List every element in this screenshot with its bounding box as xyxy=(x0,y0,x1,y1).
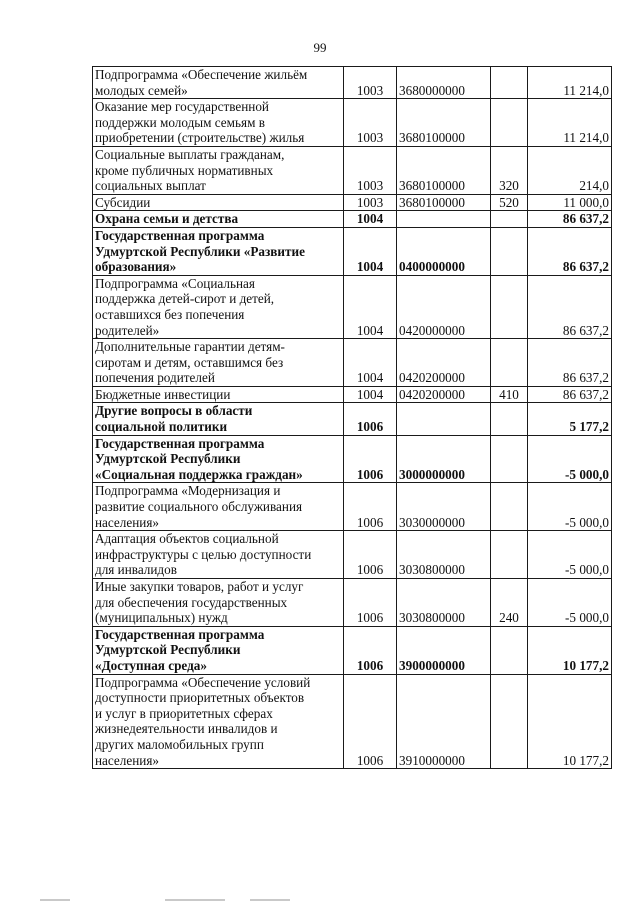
section-code: 1004 xyxy=(344,275,397,338)
amount: 214,0 xyxy=(528,146,612,194)
budget-table-body xyxy=(93,67,612,769)
expense-type-code xyxy=(491,531,528,579)
table-row xyxy=(93,626,612,674)
amount: 86 637,2 xyxy=(528,339,612,387)
table-row xyxy=(93,339,612,387)
section-code: 1004 xyxy=(344,339,397,387)
target-article-code: 3030800000 xyxy=(397,579,491,627)
target-article-code: 3680100000 xyxy=(397,146,491,194)
target-article-code xyxy=(397,403,491,435)
row-name: Дополнительные гарантии детям- сиротам и детям, оставшимся без попечения родителей xyxy=(93,339,344,387)
table-row xyxy=(93,99,612,147)
expense-type-code xyxy=(491,227,528,275)
target-article-code: 3030800000 xyxy=(397,531,491,579)
table-row xyxy=(93,403,612,435)
amount: 11 214,0 xyxy=(528,67,612,99)
footer-scan-marks xyxy=(0,897,640,905)
expense-type-code xyxy=(491,403,528,435)
row-name: Иные закупки товаров, работ и услуг для обеспечения государственных (муниципальных) нужд xyxy=(93,579,344,627)
amount: 86 637,2 xyxy=(528,275,612,338)
page-number: 99 xyxy=(313,40,327,55)
target-article-code: 3030000000 xyxy=(397,483,491,531)
section-code: 1006 xyxy=(344,403,397,435)
row-name: Государственная программа Удмуртской Республики «Доступная среда» xyxy=(93,626,344,674)
row-name: Бюджетные инвестиции xyxy=(93,386,344,403)
table-row xyxy=(93,275,612,338)
target-article-code xyxy=(397,211,491,228)
section-code: 1004 xyxy=(344,386,397,403)
row-name: Подпрограмма «Обеспечение условий доступности приоритетных объектов и услуг в приоритетных сферах жизнедеятельности инвалидов и других маломобильных групп населения» xyxy=(93,674,344,769)
expense-type-code: 520 xyxy=(491,194,528,211)
expense-type-code xyxy=(491,339,528,387)
table-row xyxy=(93,531,612,579)
table-row xyxy=(93,67,612,99)
row-name: Адаптация объектов социальной инфраструктуры с целью доступности для инвалидов xyxy=(93,531,344,579)
target-article-code: 0420000000 xyxy=(397,275,491,338)
row-name: Другие вопросы в области социальной политики xyxy=(93,403,344,435)
target-article-code: 3680100000 xyxy=(397,194,491,211)
target-article-code: 3900000000 xyxy=(397,626,491,674)
section-code: 1004 xyxy=(344,227,397,275)
section-code: 1004 xyxy=(344,211,397,228)
amount: 86 637,2 xyxy=(528,227,612,275)
amount: 10 177,2 xyxy=(528,626,612,674)
table-row xyxy=(93,386,612,403)
row-name: Подпрограмма «Обеспечение жильём молодых семей» xyxy=(93,67,344,99)
section-code: 1003 xyxy=(344,146,397,194)
target-article-code: 3910000000 xyxy=(397,674,491,769)
table-row xyxy=(93,211,612,228)
target-article-code: 0420200000 xyxy=(397,339,491,387)
table-row xyxy=(93,435,612,483)
table-row xyxy=(93,227,612,275)
row-name: Социальные выплаты гражданам, кроме публичных нормативных социальных выплат xyxy=(93,146,344,194)
expense-type-code xyxy=(491,483,528,531)
section-code: 1006 xyxy=(344,579,397,627)
row-name: Оказание мер государственной поддержки молодым семьям в приобретении (строительстве) жилья xyxy=(93,99,344,147)
table-row xyxy=(93,579,612,627)
target-article-code: 3680000000 xyxy=(397,67,491,99)
table-row xyxy=(93,194,612,211)
section-code: 1003 xyxy=(344,99,397,147)
expense-type-code: 320 xyxy=(491,146,528,194)
section-code: 1003 xyxy=(344,67,397,99)
amount: 86 637,2 xyxy=(528,211,612,228)
target-article-code: 3680100000 xyxy=(397,99,491,147)
section-code: 1006 xyxy=(344,531,397,579)
amount: -5 000,0 xyxy=(528,483,612,531)
section-code: 1003 xyxy=(344,194,397,211)
section-code: 1006 xyxy=(344,435,397,483)
amount: -5 000,0 xyxy=(528,579,612,627)
expense-type-code: 410 xyxy=(491,386,528,403)
expense-type-code xyxy=(491,435,528,483)
expense-type-code xyxy=(491,99,528,147)
row-name: Подпрограмма «Социальная поддержка детей-сирот и детей, оставшихся без попечения родителей» xyxy=(93,275,344,338)
amount: 11 214,0 xyxy=(528,99,612,147)
expense-type-code: 240 xyxy=(491,579,528,627)
budget-table xyxy=(92,66,612,769)
row-name: Подпрограмма «Модернизация и развитие социального обслуживания населения» xyxy=(93,483,344,531)
expense-type-code xyxy=(491,674,528,769)
expense-type-code xyxy=(491,275,528,338)
amount: -5 000,0 xyxy=(528,531,612,579)
table-row xyxy=(93,146,612,194)
row-name: Охрана семьи и детства xyxy=(93,211,344,228)
row-name: Государственная программа Удмуртской Республики «Развитие образования» xyxy=(93,227,344,275)
row-name: Субсидии xyxy=(93,194,344,211)
row-name: Государственная программа Удмуртской Республики «Социальная поддержка граждан» xyxy=(93,435,344,483)
amount: 5 177,2 xyxy=(528,403,612,435)
table-row xyxy=(93,483,612,531)
section-code: 1006 xyxy=(344,626,397,674)
target-article-code: 0420200000 xyxy=(397,386,491,403)
expense-type-code xyxy=(491,67,528,99)
target-article-code: 3000000000 xyxy=(397,435,491,483)
amount: 10 177,2 xyxy=(528,674,612,769)
expense-type-code xyxy=(491,211,528,228)
section-code: 1006 xyxy=(344,483,397,531)
table-row xyxy=(93,674,612,769)
amount: 86 637,2 xyxy=(528,386,612,403)
amount: -5 000,0 xyxy=(528,435,612,483)
expense-type-code xyxy=(491,626,528,674)
section-code: 1006 xyxy=(344,674,397,769)
amount: 11 000,0 xyxy=(528,194,612,211)
target-article-code: 0400000000 xyxy=(397,227,491,275)
